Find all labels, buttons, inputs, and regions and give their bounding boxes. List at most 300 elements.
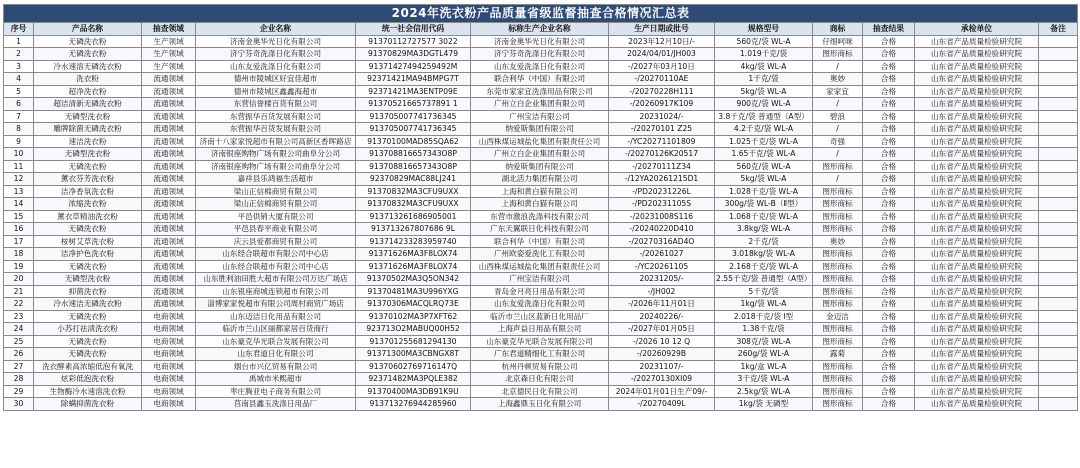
company-name-cell: 山东豪克华光联合发展有限公司 — [196, 335, 356, 348]
company-name-cell: 淄博家家悦超市有限公司周村商贸广场店 — [196, 298, 356, 311]
product-name-cell: 薰衣草精油洗衣粉 — [34, 210, 142, 223]
remarks-cell — [1039, 248, 1078, 261]
sampling-field-cell: 流通领域 — [142, 235, 196, 248]
trademark-cell: 碧浪 — [813, 110, 863, 123]
column-header-remarks: 备注 — [1039, 23, 1078, 36]
product-name-cell: 无磷型洗衣粉 — [34, 110, 142, 123]
credit-code-cell: 91370502MA3Q5ON342 — [356, 273, 471, 286]
company-name-cell: 山东友爱洗涤日化有限公司 — [196, 60, 356, 73]
result-cell: 合格 — [863, 235, 915, 248]
trademark-cell: 图形商标 — [813, 273, 863, 286]
table-body — [4, 35, 1078, 410]
sampling-field-cell: 流通领域 — [142, 298, 196, 311]
table-row — [4, 235, 1078, 248]
labeled-manufacturer-cell: 纳爱斯集团有限公司 — [471, 160, 609, 173]
table-row — [4, 185, 1078, 198]
testing-unit-cell: 山东省产品质量检验研究院 — [915, 310, 1039, 323]
labeled-manufacturer-cell: 上海和黄白猫有限公司 — [471, 198, 609, 211]
table-row — [4, 360, 1078, 373]
production-date-cell: -/2027年03月10日 — [609, 60, 715, 73]
trademark-cell: 图形商标 — [813, 298, 863, 311]
credit-code-cell: 913705007741736345 — [356, 123, 471, 136]
company-name-cell: 平邑供销大厦有限公司 — [196, 210, 356, 223]
remarks-cell — [1039, 310, 1078, 323]
trademark-cell: / — [813, 60, 863, 73]
production-date-cell: -/20270111Z34 — [609, 160, 715, 173]
remarks-cell — [1039, 235, 1078, 248]
testing-unit-cell: 山东省产品质量检验研究院 — [915, 210, 1039, 223]
credit-code-cell: 92371421MA94BMPG7T — [356, 73, 471, 86]
production-date-cell: -/20260917K109 — [609, 98, 715, 111]
company-name-cell: 山东经合联超市有限公司中心店 — [196, 248, 356, 261]
product-name-cell: 超净洗衣粉 — [34, 85, 142, 98]
trademark-cell: 仔细呵咪 — [813, 35, 863, 48]
serial-cell: 16 — [4, 223, 34, 236]
company-name-cell: 庆云县爱都商贸有限公司 — [196, 235, 356, 248]
trademark-cell: 图形商标 — [813, 248, 863, 261]
result-cell: 合格 — [863, 110, 915, 123]
serial-cell: 6 — [4, 98, 34, 111]
testing-unit-cell: 山东省产品质量检验研究院 — [915, 48, 1039, 61]
production-date-cell: 20240226/- — [609, 310, 715, 323]
specification-cell: 1.65千克/袋 WL-A — [715, 148, 813, 161]
production-date-cell: -/PD20231105S — [609, 198, 715, 211]
labeled-manufacturer-cell: 山西株煤运城盐化集团有限责任公司 — [471, 135, 609, 148]
production-date-cell: -/2026 10 12 Q — [609, 335, 715, 348]
column-header-credit-code: 统一社会信用代码 — [356, 23, 471, 36]
credit-code-cell: 913701255681294130 — [356, 335, 471, 348]
production-date-cell: 20231205/- — [609, 273, 715, 286]
credit-code-cell: 91370306MACQLRQ73E — [356, 298, 471, 311]
serial-cell: 19 — [4, 260, 34, 273]
testing-unit-cell: 山东省产品质量检验研究院 — [915, 273, 1039, 286]
serial-cell: 12 — [4, 173, 34, 186]
production-date-cell: -/20270316AD4O — [609, 235, 715, 248]
remarks-cell — [1039, 48, 1078, 61]
table-row — [4, 98, 1078, 111]
column-header-testing-unit: 承检单位 — [915, 23, 1039, 36]
trademark-cell: 家家宜 — [813, 85, 863, 98]
result-cell: 合格 — [863, 48, 915, 61]
credit-code-cell: 913713267807686 9L — [356, 223, 471, 236]
table-row — [4, 85, 1078, 98]
specification-cell: 2.168千克/袋 WL-A — [715, 260, 813, 273]
labeled-manufacturer-cell: 联合利华（中国）有限公司 — [471, 73, 609, 86]
specification-cell: 1.028千克/袋 WL-A — [715, 185, 813, 198]
credit-code-cell: 923713O2MABUQ00H52 — [356, 323, 471, 336]
credit-code-cell: 913714233283959740 — [356, 235, 471, 248]
result-cell: 合格 — [863, 323, 915, 336]
trademark-cell: 图形商标 — [813, 160, 863, 173]
specification-cell: 300g/袋 WL-B（Ⅱ型） — [715, 198, 813, 211]
table-row — [4, 285, 1078, 298]
sampling-field-cell: 生产领域 — [142, 60, 196, 73]
labeled-manufacturer-cell: 杭州丹顿贸易有限公司 — [471, 360, 609, 373]
serial-cell: 13 — [4, 185, 34, 198]
table-row — [4, 335, 1078, 348]
serial-cell: 15 — [4, 210, 34, 223]
production-date-cell: 20231107/- — [609, 360, 715, 373]
result-cell: 合格 — [863, 260, 915, 273]
sampling-field-cell: 生产领域 — [142, 48, 196, 61]
product-name-cell: 抑菌洗衣粉 — [34, 285, 142, 298]
product-name-cell: 无磷洗衣粉 — [34, 160, 142, 173]
specification-cell: 260g/袋 WL-A — [715, 348, 813, 361]
trademark-cell: 奥妙 — [813, 73, 863, 86]
specification-cell: 2千克/袋 — [715, 235, 813, 248]
testing-unit-cell: 山东省产品质量检验研究院 — [915, 60, 1039, 73]
testing-unit-cell: 山东省产品质量检验研究院 — [915, 110, 1039, 123]
specification-cell: 2.55千克/袋 普通型（A型） — [716, 274, 812, 283]
serial-cell: 4 — [4, 73, 34, 86]
serial-cell: 9 — [4, 135, 34, 148]
credit-code-cell: 91370100MAD85SQA62 — [356, 135, 471, 148]
specification-cell: 4.2千克/袋 WL-A — [715, 123, 813, 136]
production-date-cell: -/PD20231226L — [609, 185, 715, 198]
testing-unit-cell: 山东省产品质量检验研究院 — [915, 248, 1039, 261]
remarks-cell — [1039, 123, 1078, 136]
remarks-cell — [1039, 148, 1078, 161]
column-header-company-name: 企业名称 — [196, 23, 356, 36]
labeled-manufacturer-cell: 湖北活力集团有限公司 — [471, 173, 609, 186]
table-row — [4, 373, 1078, 386]
product-name-cell: 冷水速洁无磷洗衣粉 — [34, 298, 142, 311]
company-name-cell: 梁山正信棉商贸有限公司 — [196, 185, 356, 198]
trademark-cell: 图形商标 — [813, 198, 863, 211]
product-name-cell: 无磷洗衣粉 — [34, 260, 142, 273]
sampling-field-cell: 流通领域 — [142, 135, 196, 148]
specification-cell: 1kg/袋 无磷型 — [715, 398, 813, 411]
credit-code-cell: 91370832MA3CFU9UXX — [356, 198, 471, 211]
trademark-cell: 奇强 — [813, 135, 863, 148]
table-row — [4, 160, 1078, 173]
testing-unit-cell: 山东省产品质量检验研究院 — [915, 123, 1039, 136]
table-title: 2024年洗衣粉产品质量省级监督抽查合格情况汇总表 — [4, 5, 1078, 23]
specification-cell: 5kg/袋 WL-A — [715, 173, 813, 186]
remarks-cell — [1039, 385, 1078, 398]
production-date-cell: -/20240220D410 — [609, 223, 715, 236]
sampling-field-cell: 流通领域 — [142, 123, 196, 136]
serial-cell: 24 — [4, 323, 34, 336]
product-name-cell: 无磷型洗衣粉 — [34, 148, 142, 161]
specification-cell: 1.025千克/袋 WL-A — [715, 135, 813, 148]
result-cell: 合格 — [863, 335, 915, 348]
production-date-cell: -/20270126K20517 — [609, 148, 715, 161]
credit-code-cell: 91370481MA3U996YXG — [356, 285, 471, 298]
serial-cell: 23 — [4, 310, 34, 323]
trademark-cell: 图形商标 — [813, 335, 863, 348]
sampling-field-cell: 流通领域 — [142, 185, 196, 198]
company-name-cell: 济宁芬奇洗涤日化有限公司 — [196, 48, 356, 61]
product-name-cell: 洁净护色洗衣粉 — [34, 248, 142, 261]
result-cell: 合格 — [863, 198, 915, 211]
production-date-cell: -/YC20261105 — [609, 260, 715, 273]
product-name-cell: 浓缩洗衣粉 — [34, 198, 142, 211]
labeled-manufacturer-cell: 上海和黄白猫有限公司 — [471, 185, 609, 198]
testing-unit-cell: 山东省产品质量检验研究院 — [915, 360, 1039, 373]
testing-unit-cell: 山东省产品质量检验研究院 — [915, 385, 1039, 398]
table-row — [4, 135, 1078, 148]
result-cell: 合格 — [863, 385, 915, 398]
remarks-cell — [1039, 285, 1078, 298]
sampling-field-cell: 电商领域 — [142, 310, 196, 323]
remarks-cell — [1039, 323, 1078, 336]
trademark-cell: / — [813, 148, 863, 161]
product-name-cell: 洁净香氛洗衣粉 — [34, 185, 142, 198]
labeled-manufacturer-cell: 纳爱斯集团有限公司 — [471, 123, 609, 136]
production-date-cell: -/20270101 Z25 — [609, 123, 715, 136]
labeled-manufacturer-cell: 东莞市家家宜洗涤用品有限公司 — [471, 85, 609, 98]
serial-cell: 2 — [4, 48, 34, 61]
table-row — [4, 210, 1078, 223]
specification-cell: 900克/袋 WL-A — [715, 98, 813, 111]
column-header-production-date: 生产日期或批号 — [609, 23, 715, 36]
testing-unit-cell: 山东省产品质量检验研究院 — [915, 85, 1039, 98]
serial-cell: 21 — [4, 285, 34, 298]
company-name-cell: 山东银座商城连锁超市有限公司 — [196, 285, 356, 298]
trademark-cell: 图形商标 — [813, 285, 863, 298]
credit-code-cell: 91370832MA3CFU9UXX — [356, 185, 471, 198]
serial-cell: 26 — [4, 348, 34, 361]
production-date-cell: -/20270110AE — [609, 73, 715, 86]
trademark-cell: 图形商标 — [813, 373, 863, 386]
remarks-cell — [1039, 398, 1078, 411]
table-row — [4, 298, 1078, 311]
product-name-cell: 洗衣酵素高浓缩低泡有氧洗 — [34, 360, 142, 373]
table-row — [4, 60, 1078, 73]
sampling-field-cell: 电商领域 — [142, 373, 196, 386]
trademark-cell: 金迈洁 — [813, 310, 863, 323]
sampling-field-cell: 电商领域 — [142, 360, 196, 373]
credit-code-cell: 91371626MA3F8LOX74 — [356, 260, 471, 273]
company-name-cell: 山东经合联超市有限公司中心店 — [196, 260, 356, 273]
remarks-cell — [1039, 260, 1078, 273]
testing-unit-cell: 山东省产品质量检验研究院 — [915, 223, 1039, 236]
product-name-cell: 无磷洗衣粉 — [34, 223, 142, 236]
labeled-manufacturer-cell: 联合利华（中国）有限公司 — [471, 235, 609, 248]
trademark-cell: 图形商标 — [813, 360, 863, 373]
sampling-field-cell: 流通领域 — [142, 210, 196, 223]
credit-code-cell: 91371626MA3F8LOX74 — [356, 248, 471, 261]
column-header-labeled-manufacturer: 标称生产企业名称 — [471, 23, 609, 36]
production-date-cell: -/20270409L — [609, 398, 715, 411]
serial-cell: 28 — [4, 373, 34, 386]
serial-cell: 5 — [4, 85, 34, 98]
sampling-field-cell: 流通领域 — [142, 160, 196, 173]
company-name-cell: 德州市陵城区鑫鑫海超市 — [196, 85, 356, 98]
product-name-cell: 生物酶冷水速溶洗衣粉 — [34, 385, 142, 398]
trademark-cell: 图形商标 — [813, 48, 863, 61]
column-header-sampling-field: 抽查领域 — [142, 23, 196, 36]
sampling-field-cell: 电商领域 — [142, 335, 196, 348]
testing-unit-cell: 山东省产品质量检验研究院 — [915, 135, 1039, 148]
specification-cell: 5千克/袋 — [715, 285, 813, 298]
product-name-cell: 炫彩低泡洗衣粉 — [34, 373, 142, 386]
production-date-cell: 2023年12月10日/- — [609, 35, 715, 48]
labeled-manufacturer-cell: 青岛金月亮日用品有限公司 — [471, 285, 609, 298]
testing-unit-cell: 山东省产品质量检验研究院 — [915, 373, 1039, 386]
testing-unit-cell: 山东省产品质量检验研究院 — [915, 173, 1039, 186]
product-name-cell: 冷水速溶无磷洗衣粉 — [34, 60, 142, 73]
column-header-serial: 序号 — [4, 23, 34, 36]
company-name-cell: 济南银座购物广场有限公司曲阜分公司 — [196, 148, 356, 161]
company-name-cell: 山东迈洁日化用品有限公司 — [196, 310, 356, 323]
production-date-cell: -/20231008S116 — [609, 210, 715, 223]
product-name-cell: 薰衣芬芳洗衣粉 — [34, 173, 142, 186]
testing-unit-cell: 山东省产品质量检验研究院 — [915, 323, 1039, 336]
remarks-cell — [1039, 335, 1078, 348]
sampling-field-cell: 流通领域 — [142, 223, 196, 236]
serial-cell: 17 — [4, 235, 34, 248]
labeled-manufacturer-cell: 广州宝洁有限公司 — [471, 273, 609, 286]
company-name-cell: 烟台市兴亿贸易有限公司 — [196, 360, 356, 373]
credit-code-cell: 913713261686905001 — [356, 210, 471, 223]
specification-cell: 308克/袋 WL-A — [715, 335, 813, 348]
labeled-manufacturer-cell: 广州宝洁有限公司 — [471, 110, 609, 123]
remarks-cell — [1039, 60, 1078, 73]
testing-unit-cell: 山东省产品质量检验研究院 — [915, 35, 1039, 48]
specification-cell: 3千克/袋 WL-A — [715, 373, 813, 386]
production-date-cell: -/20261027 — [609, 248, 715, 261]
credit-code-cell: 92371482MA3PQLE382 — [356, 373, 471, 386]
specification-cell: 1kg/盒 WL-A — [715, 360, 813, 373]
labeled-manufacturer-cell: 上海声益日用品有限公司 — [471, 323, 609, 336]
labeled-manufacturer-cell: 山西株煤运城盐化集团有限责任公司 — [471, 260, 609, 273]
credit-code-cell: 91370829MA3DGTL479 — [356, 48, 471, 61]
specification-cell: 1.38千克/袋 — [715, 323, 813, 336]
trademark-cell: 奥妙 — [813, 235, 863, 248]
result-cell: 合格 — [863, 285, 915, 298]
sampling-field-cell: 流通领域 — [142, 85, 196, 98]
trademark-cell: 露菊 — [813, 348, 863, 361]
result-cell: 合格 — [863, 35, 915, 48]
remarks-cell — [1039, 348, 1078, 361]
company-name-cell: 济南十八家家悦超市有限公司高新区香晖路店 — [196, 135, 356, 148]
table-row — [4, 73, 1078, 86]
specification-cell: 1.019千克/袋 — [715, 48, 813, 61]
product-name-cell: 速洁洗衣粉 — [34, 135, 142, 148]
table-row — [4, 248, 1078, 261]
credit-code-cell: 92371421MA3ENTP09E — [356, 85, 471, 98]
credit-code-cell: 91370102MA3P7XFT62 — [356, 310, 471, 323]
credit-code-cell: 91370521665737891 1 — [356, 98, 471, 111]
sampling-field-cell: 流通领域 — [142, 110, 196, 123]
company-name-cell: 禹城市米熙超市 — [196, 373, 356, 386]
result-cell: 合格 — [863, 310, 915, 323]
result-cell: 合格 — [863, 160, 915, 173]
product-name-cell: 小苏打祛渍洗衣粉 — [34, 323, 142, 336]
specification-cell: 1千克/袋 — [715, 73, 813, 86]
column-header-result: 抽查结果 — [863, 23, 915, 36]
production-date-cell: -/12YA20261215D1 — [609, 173, 715, 186]
serial-cell: 22 — [4, 298, 34, 311]
company-name-cell: 临沂市兰山区丽都家居百货商行 — [196, 323, 356, 336]
labeled-manufacturer-cell: 上海鑫鼎玉日化有限公司 — [471, 398, 609, 411]
trademark-cell: 图形商标 — [813, 398, 863, 411]
remarks-cell — [1039, 35, 1078, 48]
result-cell: 合格 — [863, 298, 915, 311]
table-row — [4, 398, 1078, 411]
trademark-cell: 图形商标 — [813, 260, 863, 273]
product-name-cell: 桉树艾草洗衣粉 — [34, 235, 142, 248]
specification-cell: 3.018kg/袋 WL-A — [715, 248, 813, 261]
column-header-product-name: 产品名称 — [34, 23, 142, 36]
specification-cell: 560克/袋 WL-A — [715, 160, 813, 173]
company-name-cell: 莒南县鑫玉洗涤日用品厂 — [196, 398, 356, 411]
result-cell: 合格 — [863, 60, 915, 73]
company-name-cell: 济南金奥华光日化有限公司 — [196, 35, 356, 48]
production-date-cell: -/20270130XI09 — [609, 373, 715, 386]
testing-unit-cell: 山东省产品质量检验研究院 — [915, 298, 1039, 311]
remarks-cell — [1039, 185, 1078, 198]
labeled-manufacturer-cell: 山东友爱洗涤日化有限公司 — [471, 298, 609, 311]
company-name-cell: 山东君道日化有限公司 — [196, 348, 356, 361]
testing-unit-cell: 山东省产品质量检验研究院 — [915, 98, 1039, 111]
production-date-cell: 20231024/- — [609, 110, 715, 123]
sampling-field-cell: 生产领域 — [142, 35, 196, 48]
trademark-cell: 图形商标 — [813, 223, 863, 236]
sampling-field-cell: 流通领域 — [142, 148, 196, 161]
result-cell: 合格 — [863, 148, 915, 161]
labeled-manufacturer-cell: 广州立白企业集团有限公司 — [471, 148, 609, 161]
labeled-manufacturer-cell: 广东天翼联日化科技有限公司 — [471, 223, 609, 236]
labeled-manufacturer-cell: 北京森日化有限公司 — [471, 373, 609, 386]
company-name-cell: 德州市陵城区好宜佳超市 — [196, 73, 356, 86]
column-header-specification: 规格型号 — [715, 23, 813, 36]
production-date-cell: -/YC20271101809 — [609, 135, 715, 148]
sampling-field-cell: 流通领域 — [142, 273, 196, 286]
company-name-cell: 东营信誉楼百货有限公司 — [196, 98, 356, 111]
product-name-cell: 除螨抑菌洗衣粉 — [34, 398, 142, 411]
credit-code-cell: 913708816657343O8P — [356, 148, 471, 161]
serial-cell: 7 — [4, 110, 34, 123]
remarks-cell — [1039, 373, 1078, 386]
specification-cell: 3.8kg/袋 WL-A — [715, 223, 813, 236]
product-name-cell: 雕牌除菌无磷洗衣粉 — [34, 123, 142, 136]
labeled-manufacturer-cell: 山东豪克华光联合发展有限公司 — [471, 335, 609, 348]
trademark-cell: / — [813, 98, 863, 111]
sampling-field-cell: 电商领域 — [142, 385, 196, 398]
serial-cell: 20 — [4, 273, 34, 286]
result-cell: 合格 — [863, 248, 915, 261]
testing-unit-cell: 山东省产品质量检验研究院 — [915, 285, 1039, 298]
remarks-cell — [1039, 360, 1078, 373]
testing-unit-cell: 山东省产品质量检验研究院 — [915, 185, 1039, 198]
product-name-cell: 无磷洗衣粉 — [34, 310, 142, 323]
sampling-field-cell: 流通领域 — [142, 285, 196, 298]
company-name-cell: 东营振华百货发展有限公司 — [196, 123, 356, 136]
remarks-cell — [1039, 173, 1078, 186]
production-date-cell: 2024/04/01/JH003 — [609, 48, 715, 61]
table-row — [4, 35, 1078, 48]
labeled-manufacturer-cell: 济宁芬奇洗涤日化有限公司 — [471, 48, 609, 61]
serial-cell: 3 — [4, 60, 34, 73]
remarks-cell — [1039, 73, 1078, 86]
credit-code-cell: 91370602769716147Q — [356, 360, 471, 373]
credit-code-cell: 913705007741736345 — [356, 110, 471, 123]
product-name-cell: 无磷洗衣粉 — [34, 48, 142, 61]
serial-cell: 8 — [4, 123, 34, 136]
result-cell: 合格 — [863, 373, 915, 386]
specification-cell: 1.068千克/袋 WL-A — [715, 210, 813, 223]
product-name-cell: 无磷洗衣粉 — [34, 35, 142, 48]
specification-cell: 560克/袋 WL-A — [715, 35, 813, 48]
testing-unit-cell: 山东省产品质量检验研究院 — [915, 198, 1039, 211]
credit-code-cell: 913708816657343O8P — [356, 160, 471, 173]
inspection-summary-table — [3, 4, 1078, 411]
specification-cell: 3.8千克/袋 普通型（A型） — [715, 110, 813, 123]
testing-unit-cell: 山东省产品质量检验研究院 — [915, 148, 1039, 161]
